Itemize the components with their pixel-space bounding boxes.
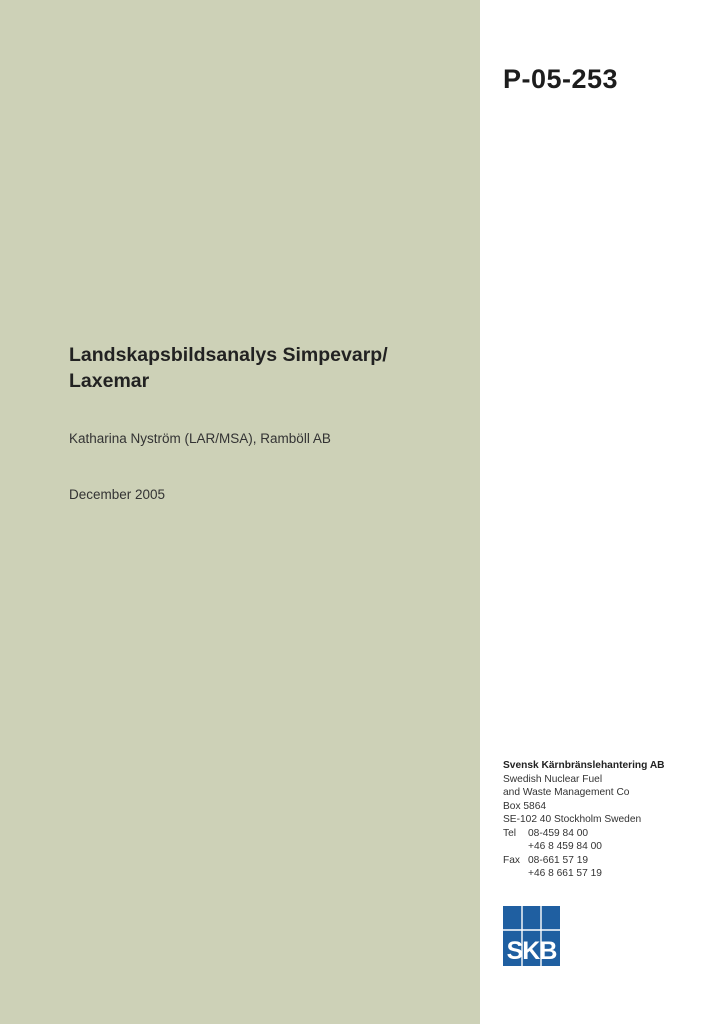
publication-date: December 2005 (69, 487, 166, 502)
tel-label: Tel (503, 827, 517, 839)
publisher-line-2: and Waste Management Co (503, 787, 630, 798)
title-line-1: Landskapsbildsanalys Simpevarp/ (69, 344, 388, 366)
report-title (69, 342, 469, 394)
publisher-contact-block (503, 759, 713, 881)
tel-number-2: +46 8 459 84 00 (528, 841, 602, 852)
publisher-box: Box 5864 (503, 800, 547, 812)
logo-text: SKB (506, 937, 557, 965)
publisher-name: Svensk Kärnbränslehantering AB (503, 760, 665, 771)
publisher-line-1: Swedish Nuclear Fuel (503, 773, 603, 785)
title-line-2: Laxemar (69, 370, 150, 392)
publisher-address: SE-102 40 Stockholm Sweden (503, 814, 642, 825)
fax-number-1: 08-661 57 19 (528, 854, 589, 866)
fax-number-2: +46 8 661 57 19 (528, 868, 602, 879)
tel-row (503, 827, 713, 841)
fax-row (503, 854, 713, 868)
report-number: P-05-253 (503, 64, 619, 94)
tel-number-1: 08-459 84 00 (528, 827, 589, 839)
author: Katharina Nyström (LAR/MSA), Ramböll AB (69, 431, 331, 446)
skb-logo (503, 906, 560, 966)
fax-label: Fax (503, 854, 520, 866)
